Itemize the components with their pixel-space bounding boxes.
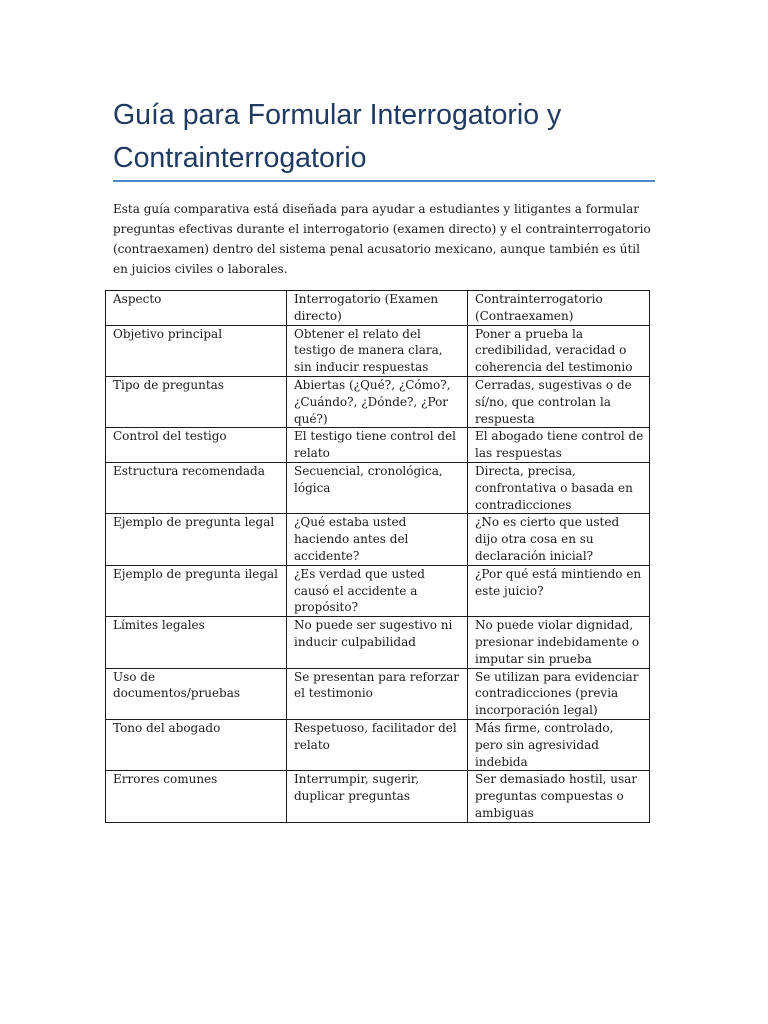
table-cell: No puede violar dignidad, presionar indebidamente o imputar sin prueba [468, 617, 650, 668]
table-row [106, 428, 650, 463]
table-cell: Interrumpir, sugerir, duplicar preguntas [287, 771, 468, 822]
table-row [106, 462, 650, 513]
comparison-table [105, 290, 650, 823]
table-cell: No puede ser sugestivo ni inducir culpabilidad [287, 617, 468, 668]
table-cell: ¿No es cierto que usted dijo otra cosa en su declaración inicial? [468, 514, 650, 565]
table-cell: Más firme, controlado, pero sin agresividad indebida [468, 719, 650, 770]
table-cell: Ser demasiado hostil, usar preguntas compuestas o ambiguas [468, 771, 650, 822]
table-cell: Límites legales [106, 617, 287, 668]
table-cell: El abogado tiene control de las respuestas [468, 428, 650, 463]
table-cell: ¿Qué estaba usted haciendo antes del accidente? [287, 514, 468, 565]
table-cell: Directa, precisa, confrontativa o basada en contradicciones [468, 462, 650, 513]
table-cell: Errores comunes [106, 771, 287, 822]
intro-paragraph: Esta guía comparativa está diseñada para ayudar a estudiantes y litigantes a formular preguntas efectivas durante el interrogatorio (examen directo) y el contrainterrogatorio (contraexamen) dentro del sistema penal acusatorio mexicano, aunque también es útil en juicios civiles o laborales. [113, 202, 651, 276]
table-row [106, 376, 650, 427]
table-row [106, 719, 650, 770]
table-cell: El testigo tiene control del relato [287, 428, 468, 463]
table-cell: Se presentan para reforzar el testimonio [287, 668, 468, 719]
table-cell: Abiertas (¿Qué?, ¿Cómo?, ¿Cuándo?, ¿Dónde?, ¿Por qué?) [287, 376, 468, 427]
table-cell: Tono del abogado [106, 719, 287, 770]
table-cell: ¿Por qué está mintiendo en este juicio? [468, 565, 650, 616]
table-cell: Control del testigo [106, 428, 287, 463]
table-row [106, 565, 650, 616]
table-row [106, 617, 650, 668]
header-aspecto: Aspecto [106, 291, 287, 326]
table-cell: Secuencial, cronológica, lógica [287, 462, 468, 513]
table-cell: Estructura recomendada [106, 462, 287, 513]
table-cell: Objetivo principal [106, 325, 287, 376]
document-title: Guía para Formular Interrogatorio y Contrainterrogatorio [113, 99, 562, 174]
table-row [106, 325, 650, 376]
table-cell: Poner a prueba la credibilidad, veracidad o coherencia del testimonio [468, 325, 650, 376]
table-row [106, 771, 650, 822]
table-header-row [106, 291, 650, 326]
header-contrainterrogatorio: Contrainterrogatorio (Contraexamen) [468, 291, 650, 326]
table-cell: ¿Es verdad que usted causó el accidente a propósito? [287, 565, 468, 616]
table-row [106, 668, 650, 719]
table-cell: Ejemplo de pregunta ilegal [106, 565, 287, 616]
table-cell: Uso de documentos/pruebas [106, 668, 287, 719]
table-cell: Se utilizan para evidenciar contradicciones (previa incorporación legal) [468, 668, 650, 719]
table-cell: Cerradas, sugestivas o de sí/no, que controlan la respuesta [468, 376, 650, 427]
table-cell: Obtener el relato del testigo de manera clara, sin inducir respuestas [287, 325, 468, 376]
table-row [106, 514, 650, 565]
table-cell: Ejemplo de pregunta legal [106, 514, 287, 565]
title-divider [113, 180, 655, 182]
header-interrogatorio: Interrogatorio (Examen directo) [287, 291, 468, 326]
table-cell: Tipo de preguntas [106, 376, 287, 427]
table-cell: Respetuoso, facilitador del relato [287, 719, 468, 770]
